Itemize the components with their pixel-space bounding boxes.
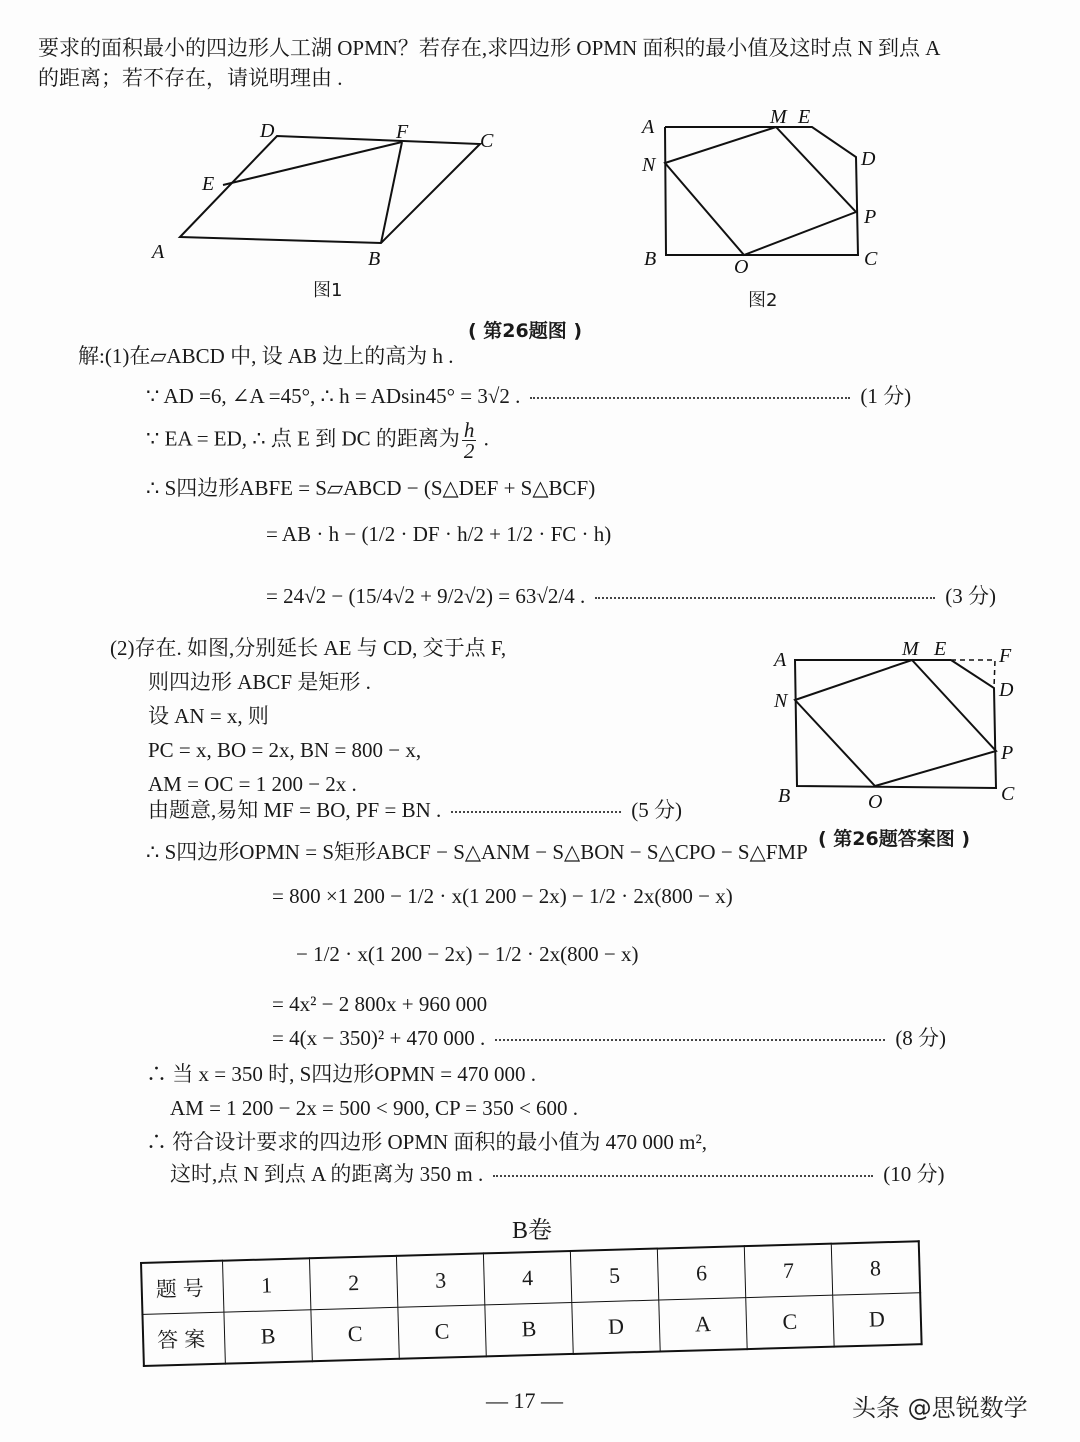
table-cell: D (572, 1300, 660, 1354)
figure-2-label: 图2 (748, 290, 778, 311)
solution-part2-line11 (272, 1024, 946, 1052)
svg-text:N: N (642, 154, 656, 176)
svg-text:D: D (260, 120, 275, 142)
solution-part2-line7: ∴ S四边形OPMN = S矩形ABCF − S△ANM − S△BON − S△CPO − S△FMP (146, 840, 808, 864)
svg-text:B: B (644, 248, 657, 270)
solution-part2-line8: = 800 ×1 200 − 1/2 · x(1 200 − 2x) − 1/2 · 2x(800 − x) (272, 884, 733, 908)
solution-part1-line3: ∵ EA = ED, ∴ 点 E 到 DC 的距离为 $\frac{h}{2}$ . (146, 418, 489, 463)
svg-text:O: O (734, 256, 749, 275)
table-cell: A (659, 1298, 747, 1352)
figure-1-parallelogram (140, 110, 520, 280)
solution-part2-line15-text: 这时,点 N 到点 A 的距离为 350 m . (170, 1162, 484, 1186)
table-header-number: 题号 (141, 1261, 224, 1315)
solution-part1-line2 (146, 382, 911, 410)
table-cell: C (398, 1305, 486, 1359)
figure-1-label: 图1 (313, 280, 343, 301)
table-cell: 8 (831, 1241, 920, 1295)
solution-part2-line4: PC = x, BO = 2x, BN = 800 − x, (148, 738, 422, 762)
fraction-numerator: h (463, 418, 475, 442)
table-cell: C (311, 1307, 399, 1361)
solution-part2-line12: ∴ 当 x = 350 时, S四边形OPMN = 470 000 . (146, 1062, 537, 1086)
solution-part1-line6-text: = 24√2 − (15/4√2 + 9/2√2) = 63√2/4 . (266, 584, 586, 608)
figure-2-lake-plot (630, 105, 900, 275)
solution-part2-line5: AM = OC = 1 200 − 2x . (148, 772, 357, 796)
solution-part1-line5: = AB · h − (1/2 · DF · h/2 + 1/2 · FC · h) (266, 522, 612, 546)
score-3: (3 分) (945, 584, 996, 608)
score-10: (10 分) (883, 1162, 945, 1186)
solution-part2-line10: = 4x² − 2 800x + 960 000 (272, 992, 488, 1016)
svg-text:M: M (902, 640, 919, 660)
score-1: (1 分) (860, 384, 912, 408)
table-cell: 4 (483, 1251, 571, 1305)
answer-figure-rectangle (770, 640, 1060, 810)
section-b-title: B卷 (512, 1218, 553, 1244)
watermark: 头条 @思锐数学 (852, 1394, 1028, 1422)
table-cell: 5 (570, 1249, 658, 1303)
svg-text:N: N (774, 690, 788, 712)
answer-table (140, 1240, 923, 1367)
solution-part1-line3-text: ∵ EA = ED, ∴ 点 E 到 DC 的距离为 (146, 426, 460, 451)
solution-part1-line1: 解:(1)在▱ABCD 中, 设 AB 边上的高为 h . (78, 344, 454, 368)
table-cell: D (833, 1293, 922, 1347)
svg-text:C: C (480, 130, 494, 152)
solution-part1-line6 (266, 582, 996, 610)
svg-text:P: P (1001, 742, 1014, 764)
svg-text:E: E (934, 640, 947, 660)
svg-text:A: A (774, 649, 787, 671)
table-cell: 6 (657, 1246, 745, 1300)
solution-part2-line1: (2)存在. 如图,分别延长 AE 与 CD, 交于点 F, (110, 636, 507, 660)
svg-text:C: C (864, 248, 878, 270)
score-8: (8 分) (895, 1026, 947, 1050)
solution-part1-line4: ∴ S四边形ABFE = S▱ABCD − (S△DEF + S△BCF) (146, 476, 596, 500)
table-header-answer: 答案 (142, 1312, 225, 1366)
table-cell: C (746, 1295, 834, 1349)
question-text-line1: 要求的面积最小的四边形人工湖 OPMN？若存在,求四边形 OPMN 面积的最小值及这时点 N 到点 A (38, 36, 941, 60)
svg-text:A: A (152, 241, 165, 263)
svg-text:E: E (798, 106, 811, 128)
solution-part2-line13: AM = 1 200 − 2x = 500 < 900, CP = 350 < 600 . (170, 1096, 579, 1120)
figure-caption: ( 第26题图 ) (468, 320, 583, 342)
question-text-line2: 的距离；若不存在，请说明理由 . (38, 66, 343, 90)
svg-text:C: C (1001, 783, 1015, 805)
table-cell: 2 (309, 1256, 397, 1310)
table-cell: B (485, 1302, 573, 1356)
svg-text:F: F (999, 645, 1012, 667)
solution-part2-line6-text: 由题意,易知 MF = BO, PF = BN . (148, 798, 442, 822)
svg-text:D: D (861, 148, 876, 170)
svg-text:O: O (868, 791, 883, 810)
table-cell: 7 (744, 1244, 832, 1298)
solution-part2-line15 (170, 1160, 945, 1188)
svg-text:B: B (368, 248, 381, 270)
svg-text:E: E (202, 173, 215, 195)
solution-part2-line2: 则四边形 ABCF 是矩形 . (148, 670, 371, 694)
svg-text:P: P (864, 206, 877, 228)
score-5: (5 分) (631, 798, 682, 822)
table-cell: 3 (396, 1253, 484, 1307)
svg-text:F: F (396, 121, 409, 143)
solution-part2-line9: − 1/2 · x(1 200 − 2x) − 1/2 · 2x(800 − x) (296, 942, 639, 966)
page-number: — 17 — (486, 1388, 563, 1413)
svg-text:M: M (770, 106, 787, 128)
answer-figure-caption: ( 第26题答案图 ) (818, 828, 971, 850)
svg-text:D: D (999, 679, 1014, 701)
table-cell: 1 (222, 1258, 310, 1312)
solution-part2-line14: ∴ 符合设计要求的四边形 OPMN 面积的最小值为 470 000 m², (146, 1130, 708, 1154)
svg-text:B: B (778, 785, 791, 807)
svg-text:A: A (642, 116, 655, 138)
solution-part2-line6 (148, 796, 682, 824)
fraction-denominator: 2 (463, 439, 475, 463)
solution-part1-line2-text: ∵ AD =6, ∠A =45°, ∴ h = ADsin45° = 3√2 . (146, 384, 521, 408)
solution-part2-line3: 设 AN = x, 则 (148, 704, 269, 728)
table-cell: B (224, 1310, 312, 1364)
solution-part2-line11-text: = 4(x − 350)² + 470 000 . (272, 1026, 486, 1050)
